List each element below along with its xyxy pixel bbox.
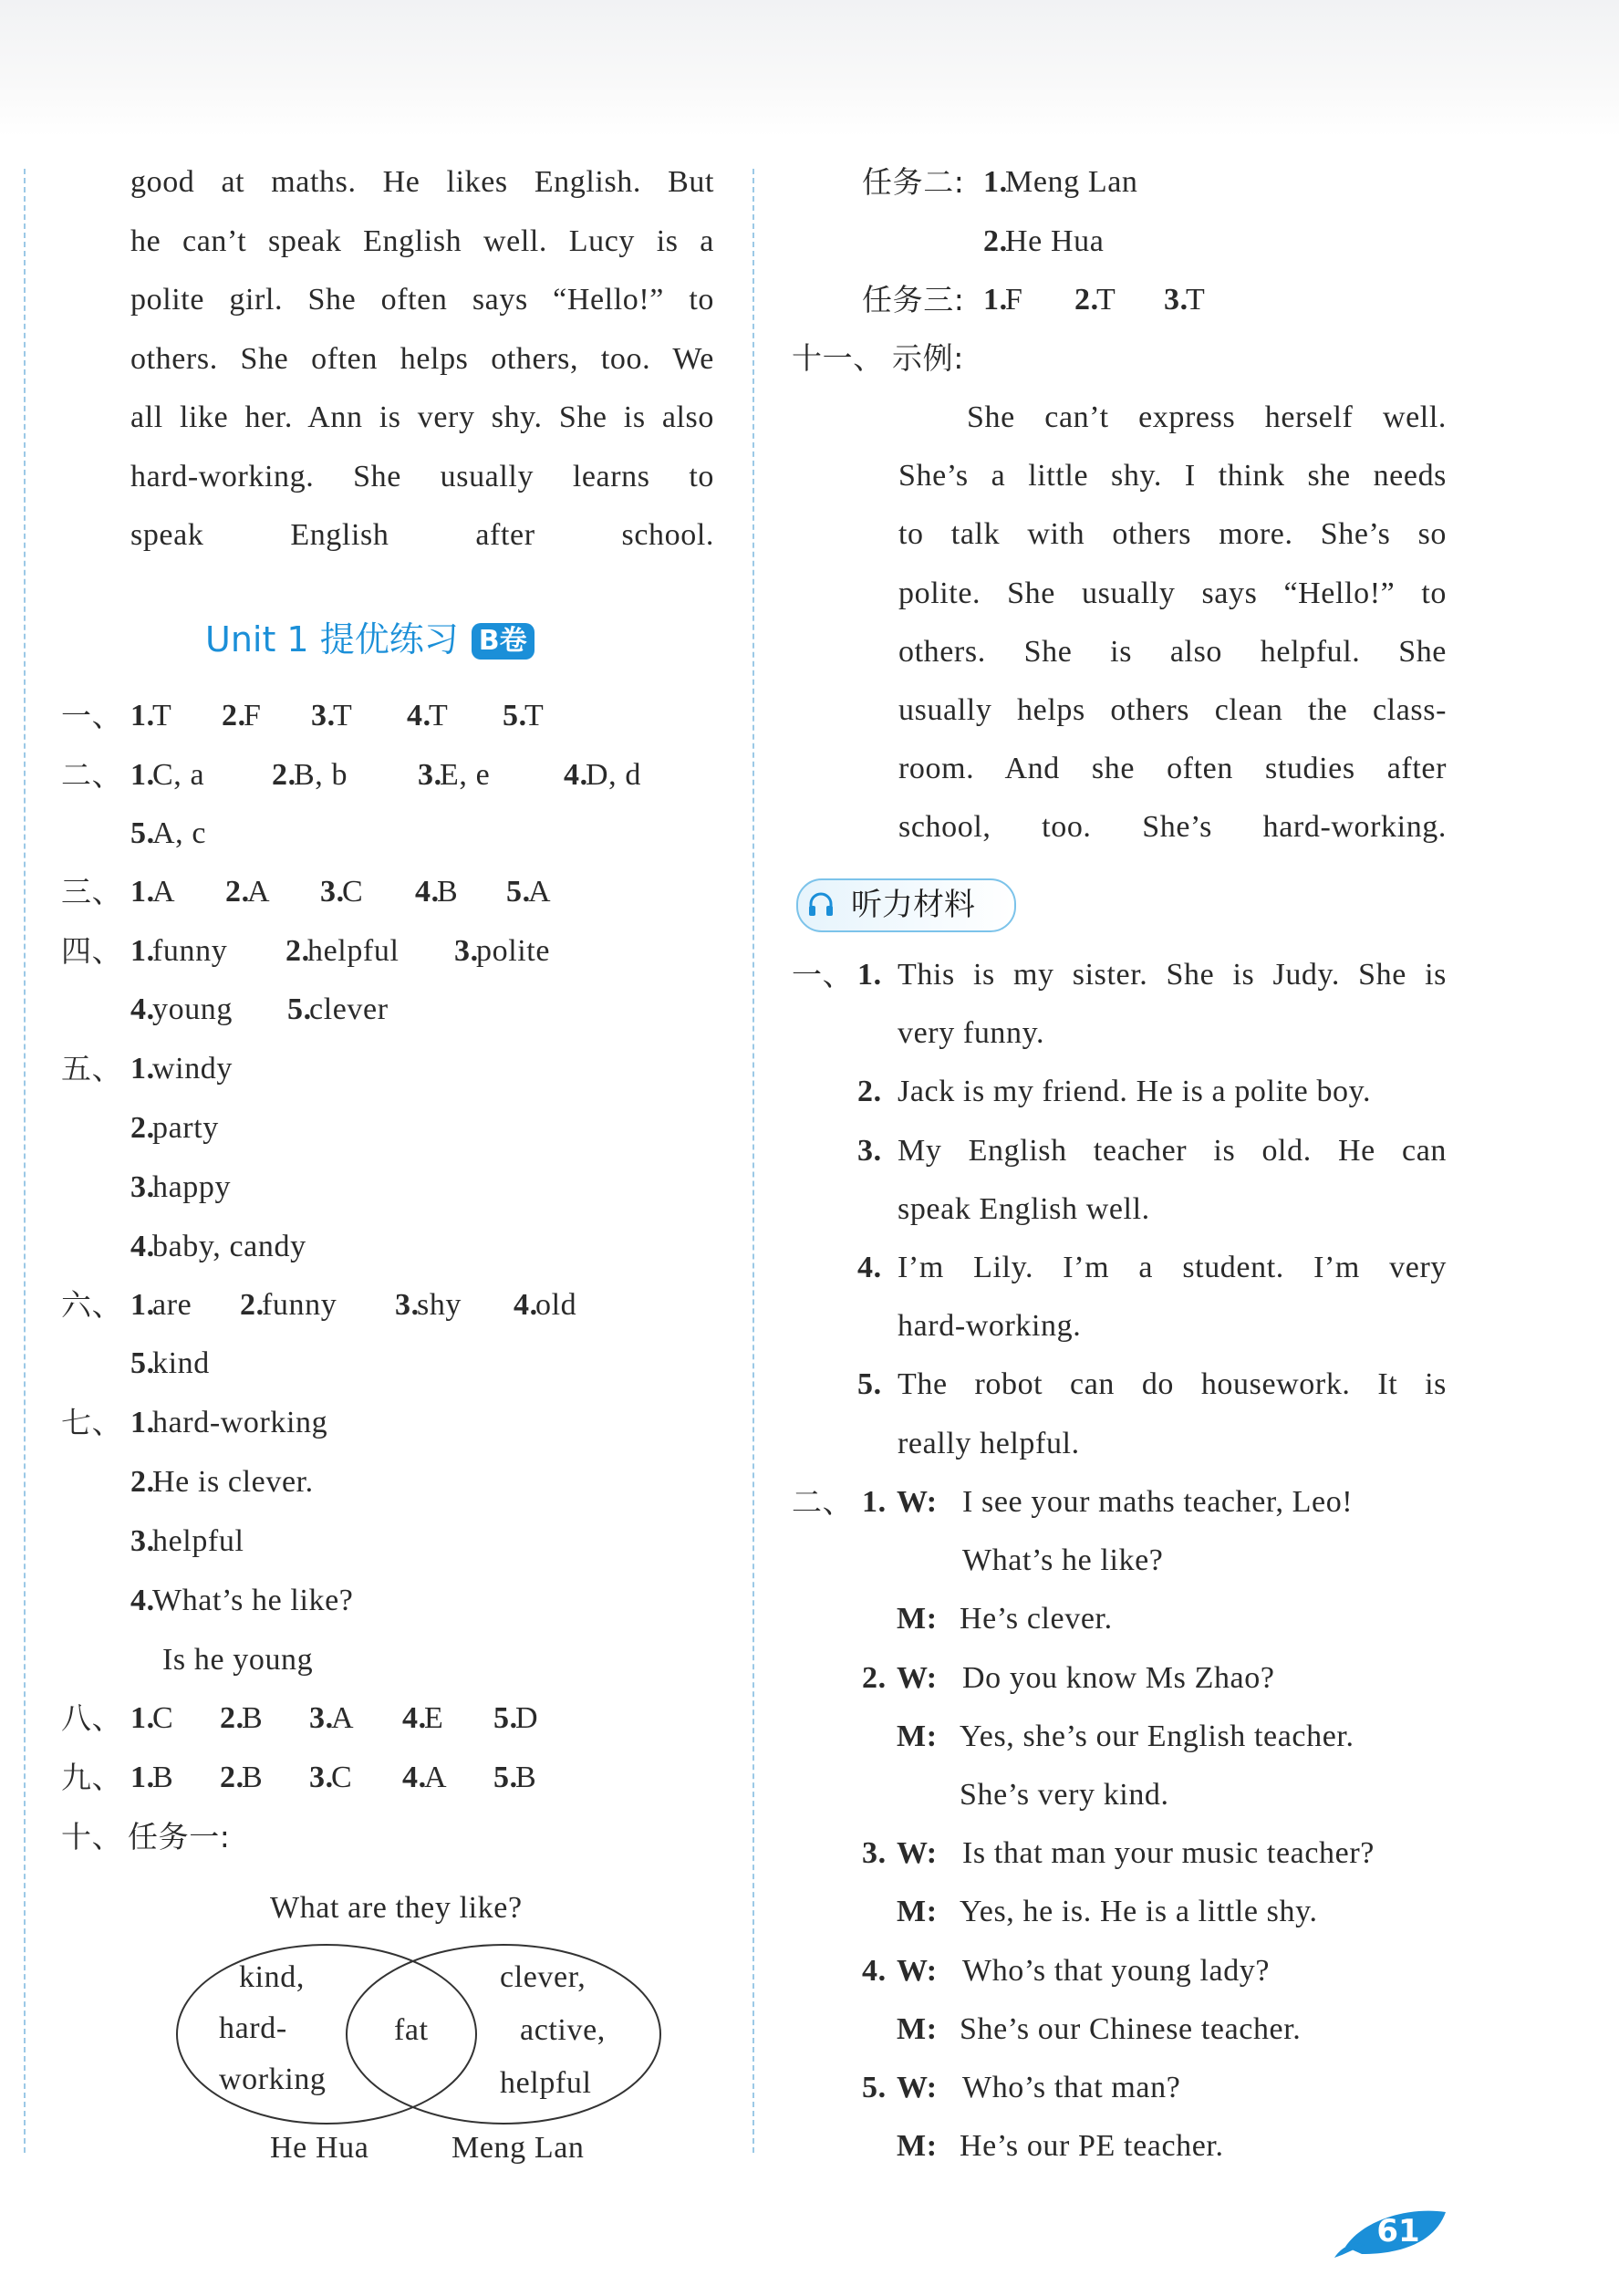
unit-title: [205, 618, 534, 661]
s9-item-number: 1.: [130, 1761, 155, 1794]
venn-right-trait: active,: [520, 2013, 606, 2047]
s8-item-answer: A: [331, 1701, 355, 1735]
listening-line: My English teacher is old. He can: [898, 1133, 1447, 1168]
venn-left-label: He Hua: [270, 2131, 369, 2165]
s2-item-answer: C, a: [152, 758, 205, 792]
listening-material-title: 听力材料: [851, 887, 975, 923]
s8-item-number: 5.: [493, 1701, 518, 1735]
s3-item-number: 4.: [415, 875, 440, 909]
dialog-line-w: Is that man your music teacher?: [962, 1836, 1375, 1871]
s7-item-answer: hard-working: [152, 1406, 328, 1439]
s6-item-number: 4.: [514, 1288, 538, 1322]
s8-item-number: 4.: [402, 1701, 427, 1735]
page-number-badge: [1327, 2194, 1455, 2267]
example-line: She’s a little shy. I think she needs: [898, 459, 1447, 493]
dialog-line-m: She’s our Chinese teacher.: [960, 2011, 1302, 2046]
s8-item-number: 3.: [309, 1701, 334, 1735]
s2-item-answer: B, b: [294, 758, 348, 792]
s5-item-answer: happy: [152, 1170, 232, 1204]
listening-line: hard-working.: [898, 1309, 1082, 1344]
s1-item-number: 3.: [311, 699, 336, 732]
s7-extra-answer: Is he young: [162, 1643, 314, 1677]
listening-line: The robot can do housework. It is: [898, 1367, 1447, 1402]
unit-title-text: Unit 1 提优练习: [205, 619, 459, 660]
s2-item-number: 5.: [130, 816, 155, 850]
passage-line: polite girl. She often says “Hello!” to: [130, 283, 714, 317]
scan-top-shade: [0, 0, 1619, 137]
s2-item-number: 1.: [130, 758, 155, 792]
s4-item-answer: polite: [476, 934, 551, 968]
s8-item-answer: E: [424, 1701, 444, 1735]
s8-item-number: 2.: [220, 1701, 244, 1735]
listening-line: This is my sister. She is Judy. She is: [898, 958, 1447, 992]
dialog-number: 1.: [862, 1485, 887, 1519]
s4-item-number: 5.: [287, 992, 312, 1026]
listening-line: very funny.: [898, 1016, 1045, 1051]
s4-item-answer: clever: [309, 992, 389, 1026]
listening-number: 1.: [857, 958, 882, 992]
speaker-m: M:: [897, 2011, 938, 2046]
passage-line: he can’t speak English well. Lucy is a: [130, 223, 714, 258]
task2-item-answer: He Hua: [1005, 224, 1105, 258]
dialog-line-w: Do you know Ms Zhao?: [962, 1660, 1275, 1695]
s9-item-answer: B: [242, 1761, 264, 1794]
speaker-w: W:: [897, 1660, 938, 1695]
s1-item-number: 4.: [407, 699, 431, 732]
passage-line: all like her. Ann is very shy. She is also: [130, 400, 714, 434]
s9-item-number: 2.: [220, 1761, 244, 1794]
s9-item-number: 4.: [402, 1761, 427, 1794]
s6-item-answer: old: [535, 1288, 577, 1322]
section-number: 九、: [61, 1760, 123, 1795]
example-line: others. She is also helpful. She: [898, 634, 1447, 669]
section-number: 一、: [792, 957, 854, 992]
s2-item-number: 2.: [272, 758, 296, 792]
venn-right-trait: helpful: [500, 2066, 592, 2100]
s9-item-answer: A: [424, 1761, 448, 1794]
dialog-number: 3.: [862, 1836, 887, 1871]
section-number: 十、: [61, 1819, 123, 1854]
s2-item-number: 4.: [564, 758, 588, 792]
listening-number: 4.: [857, 1251, 882, 1284]
s3-item-answer: B: [437, 875, 459, 909]
task-label: 任务三:: [862, 282, 965, 317]
s4-item-number: 1.: [130, 934, 155, 968]
s1-item-answer: T: [152, 699, 172, 732]
example-label: 示例:: [892, 340, 964, 376]
passage-line: good at maths. He likes English. But: [130, 165, 714, 199]
venn-shared-trait: fat: [394, 2013, 429, 2047]
example-line: She can’t express herself well.: [967, 400, 1447, 434]
s1-item-number: 5.: [503, 699, 527, 732]
task-label: 任务一:: [128, 1819, 231, 1854]
s6-item-answer: kind: [152, 1346, 210, 1380]
section-number: 一、: [61, 698, 123, 733]
s6-item-answer: funny: [262, 1288, 337, 1322]
s3-item-answer: A: [152, 875, 176, 909]
listening-line: speak English well.: [898, 1191, 1150, 1226]
section-number: 四、: [61, 933, 123, 969]
speaker-w: W:: [897, 1485, 938, 1519]
s1-item-number: 1.: [130, 699, 155, 732]
example-line: school, too. She’s hard-working.: [898, 810, 1447, 845]
s7-item-answer: He is clever.: [152, 1465, 314, 1499]
column-divider-dashed-line: [752, 169, 754, 2153]
dialog-line-w: Who’s that young lady?: [962, 1953, 1271, 1988]
section-number: 十一、: [792, 340, 884, 376]
speaker-w: W:: [897, 1836, 938, 1871]
dialog-line-w: Who’s that man?: [962, 2071, 1181, 2104]
dialog-number: 2.: [862, 1660, 887, 1695]
s3-item-number: 5.: [506, 875, 531, 909]
s9-item-answer: C: [331, 1761, 353, 1794]
speaker-m: M:: [897, 2129, 938, 2164]
dialog-line-m: She’s very kind.: [960, 1778, 1169, 1812]
s3-item-number: 1.: [130, 875, 155, 909]
passage-line: hard-working. She usually learns to: [130, 459, 714, 493]
listening-line: really helpful.: [898, 1426, 1080, 1460]
s2-item-answer: E, e: [440, 758, 491, 792]
s1-item-answer: T: [524, 699, 545, 732]
s3-item-answer: C: [342, 875, 364, 909]
s8-item-answer: D: [515, 1701, 539, 1735]
s7-item-answer: What’s he like?: [152, 1584, 354, 1617]
task3-item-number: 1.: [983, 283, 1008, 317]
task-label: 任务二:: [862, 164, 965, 200]
s2-item-number: 3.: [418, 758, 442, 792]
example-line: polite. She usually says “Hello!” to: [898, 576, 1447, 610]
task2-item-number: 1.: [983, 165, 1008, 199]
passage-line: others. She often helps others, too. We: [130, 341, 714, 376]
s7-item-number: 1.: [130, 1406, 155, 1439]
section-number: 八、: [61, 1700, 123, 1736]
s8-item-number: 1.: [130, 1701, 155, 1735]
s3-item-answer: A: [247, 875, 271, 909]
s7-item-number: 3.: [130, 1524, 155, 1558]
dialog-number: 5.: [862, 2071, 887, 2104]
s6-item-answer: shy: [417, 1288, 462, 1322]
listening-line: Jack is my friend. He is a polite boy.: [898, 1075, 1372, 1109]
dialog-line-m: Yes, he is. He is a little shy.: [960, 1895, 1318, 1929]
s5-item-answer: baby, candy: [152, 1230, 306, 1263]
task2-item-number: 2.: [983, 224, 1008, 258]
dialog-line-m: He’s clever.: [960, 1602, 1113, 1636]
s9-item-number: 5.: [493, 1761, 518, 1794]
task3-item-number: 3.: [1164, 283, 1188, 317]
section-number: 三、: [61, 874, 123, 909]
page-number: 61: [1376, 2213, 1420, 2249]
s4-item-answer: funny: [152, 934, 228, 968]
task3-item-answer: F: [1005, 283, 1023, 317]
venn-left-trait: kind,: [239, 1960, 305, 1994]
dialog-line-w: I see your maths teacher, Leo!: [962, 1485, 1354, 1519]
s1-item-answer: T: [429, 699, 449, 732]
s7-item-answer: helpful: [152, 1524, 244, 1558]
section-number: 二、: [792, 1484, 854, 1520]
s5-item-number: 3.: [130, 1170, 155, 1204]
s3-item-number: 2.: [225, 875, 250, 909]
s4-item-number: 4.: [130, 992, 155, 1026]
task3-item-number: 2.: [1074, 283, 1099, 317]
s8-item-answer: C: [152, 1701, 174, 1735]
venn-left-trait: working: [219, 2062, 327, 2096]
s2-item-answer: D, d: [586, 758, 641, 792]
speaker-m: M:: [897, 1895, 938, 1929]
s3-item-number: 3.: [320, 875, 345, 909]
s5-item-number: 2.: [130, 1111, 155, 1145]
section-number: 五、: [61, 1051, 123, 1086]
s7-item-number: 4.: [130, 1584, 155, 1617]
example-line: usually helps others clean the class-: [898, 693, 1447, 727]
venn-right-label: Meng Lan: [451, 2131, 585, 2165]
s9-item-number: 3.: [309, 1761, 334, 1794]
listening-number: 2.: [857, 1075, 882, 1109]
s1-item-answer: T: [333, 699, 353, 732]
dialog-line-m: Yes, she’s our English teacher.: [960, 1719, 1354, 1753]
headphones-icon: [807, 890, 835, 918]
task3-item-answer: T: [1096, 283, 1116, 317]
dialog-number: 4.: [862, 1953, 887, 1988]
section-number: 二、: [61, 757, 123, 793]
example-line: room. And she often studies after: [898, 752, 1447, 786]
s7-item-number: 2.: [130, 1465, 155, 1499]
s8-item-answer: B: [242, 1701, 264, 1735]
section-number: 六、: [61, 1287, 123, 1323]
speaker-m: M:: [897, 1719, 938, 1753]
s4-item-number: 2.: [285, 934, 310, 968]
s6-item-number: 1.: [130, 1288, 155, 1322]
s4-item-answer: helpful: [307, 934, 400, 968]
s2-item-answer: A, c: [152, 816, 207, 850]
s6-item-number: 2.: [240, 1288, 265, 1322]
s5-item-number: 1.: [130, 1052, 155, 1086]
left-margin-dashed-line: [24, 169, 26, 2153]
s6-item-number: 3.: [395, 1288, 420, 1322]
s4-item-answer: young: [152, 992, 233, 1026]
s5-item-answer: party: [152, 1111, 219, 1145]
venn-title: What are they like?: [270, 1891, 523, 1925]
unit-badge: B卷: [472, 623, 534, 660]
speaker-m: M:: [897, 1602, 938, 1636]
s5-item-answer: windy: [152, 1052, 233, 1086]
s1-item-number: 2.: [222, 699, 246, 732]
s9-item-answer: B: [152, 1761, 174, 1794]
s5-item-number: 4.: [130, 1230, 155, 1263]
passage-line: speak English after school.: [130, 518, 714, 552]
task2-item-answer: Meng Lan: [1005, 165, 1138, 199]
speaker-w: W:: [897, 2071, 938, 2104]
listening-number: 5.: [857, 1367, 882, 1402]
dialog-line-w: What’s he like?: [962, 1543, 1164, 1578]
s6-item-answer: are: [152, 1288, 192, 1322]
venn-left-trait: hard-: [219, 2011, 287, 2045]
s9-item-answer: B: [515, 1761, 537, 1794]
section-number: 七、: [61, 1405, 123, 1440]
s4-item-number: 3.: [454, 934, 479, 968]
s3-item-answer: A: [528, 875, 552, 909]
listening-line: I’m Lily. I’m a student. I’m very: [898, 1251, 1447, 1284]
task3-item-answer: T: [1186, 283, 1206, 317]
s1-item-answer: F: [244, 699, 262, 732]
listening-material-header: [796, 878, 1016, 932]
venn-right-trait: clever,: [500, 1960, 586, 1994]
listening-number: 3.: [857, 1133, 882, 1168]
speaker-w: W:: [897, 1953, 938, 1988]
s6-item-number: 5.: [130, 1346, 155, 1380]
example-line: to talk with others more. She’s so: [898, 517, 1447, 552]
dialog-line-m: He’s our PE teacher.: [960, 2129, 1224, 2164]
